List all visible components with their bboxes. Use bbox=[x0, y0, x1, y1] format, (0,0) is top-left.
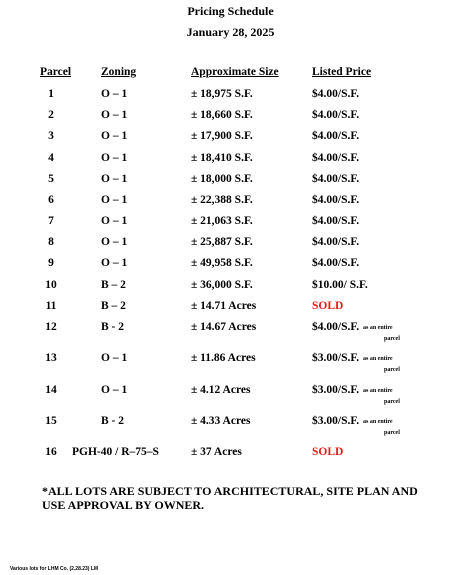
zoning-value: O – 1 bbox=[101, 352, 128, 364]
price-note: as an entire bbox=[363, 388, 393, 394]
size-value: ± 18,000 S.F. bbox=[191, 173, 253, 185]
price-note: as an entire bbox=[363, 356, 393, 362]
size-value: ± 36,000 S.F. bbox=[191, 279, 253, 291]
price-value: $4.00/S.F. bbox=[312, 257, 360, 269]
size-value: ± 4.12 Acres bbox=[191, 384, 251, 396]
parcel-number: 16 bbox=[45, 446, 57, 458]
price-note-continued: parcel bbox=[384, 399, 400, 405]
price-note-continued: parcel bbox=[384, 430, 400, 436]
price-note: as an entire bbox=[363, 419, 393, 425]
zoning-value: B - 2 bbox=[101, 415, 124, 427]
zoning-value: O – 1 bbox=[101, 384, 128, 396]
price-value: $4.00/S.F. bbox=[312, 236, 360, 248]
zoning-value: O – 1 bbox=[101, 236, 128, 248]
parcel-number: 1 bbox=[48, 88, 54, 100]
parcel-number: 4 bbox=[48, 152, 54, 164]
zoning-value: O – 1 bbox=[101, 130, 128, 142]
zoning-value: B – 2 bbox=[101, 300, 126, 312]
price-note-continued: parcel bbox=[384, 367, 400, 373]
zoning-value: O – 1 bbox=[101, 173, 128, 185]
document-reference: Various lots for LHM Co. (2.28.23) LM bbox=[10, 566, 99, 572]
zoning-value: O – 1 bbox=[101, 88, 128, 100]
document-date: January 28, 2025 bbox=[186, 25, 275, 39]
size-value: ± 4.33 Acres bbox=[191, 415, 251, 427]
price-value: $4.00/S.F. bbox=[312, 88, 360, 100]
size-value: ± 18,660 S.F. bbox=[191, 109, 253, 121]
parcel-number: 3 bbox=[48, 130, 54, 142]
price-value: $4.00/S.F. bbox=[312, 152, 360, 164]
price-value: $4.00/S.F. bbox=[312, 173, 360, 185]
header-size: Approximate Size bbox=[191, 66, 279, 78]
size-value: ± 22,388 S.F. bbox=[191, 194, 253, 206]
parcel-number: 2 bbox=[48, 109, 54, 121]
size-value: ± 21,063 S.F. bbox=[191, 215, 253, 227]
zoning-value: PGH-40 / R–75–S bbox=[72, 446, 159, 458]
header-price: Listed Price bbox=[312, 66, 372, 78]
parcel-number: 15 bbox=[45, 415, 57, 427]
price-note-continued: parcel bbox=[384, 336, 400, 342]
sold-status: SOLD bbox=[312, 300, 344, 312]
size-value: ± 14.67 Acres bbox=[191, 321, 257, 333]
document-title: Pricing Schedule bbox=[187, 4, 274, 18]
parcel-number: 12 bbox=[45, 321, 57, 333]
size-value: ± 18,410 S.F. bbox=[191, 152, 253, 164]
parcel-number: 11 bbox=[45, 300, 57, 312]
price-value: $10.00/ S.F. bbox=[312, 279, 368, 291]
size-value: ± 25,887 S.F. bbox=[191, 236, 253, 248]
zoning-value: O – 1 bbox=[101, 215, 128, 227]
price-value: $4.00/S.F. bbox=[312, 321, 360, 333]
sold-status: SOLD bbox=[312, 446, 344, 458]
size-value: ± 18,975 S.F. bbox=[191, 88, 253, 100]
parcel-number: 13 bbox=[45, 352, 57, 364]
header-zoning: Zoning bbox=[101, 66, 137, 78]
price-value: $4.00/S.F. bbox=[312, 109, 360, 121]
size-value: ± 11.86 Acres bbox=[191, 352, 256, 364]
price-value: $4.00/S.F. bbox=[312, 194, 360, 206]
zoning-value: O – 1 bbox=[101, 152, 128, 164]
price-value: $3.00/S.F. bbox=[312, 384, 360, 396]
zoning-value: O – 1 bbox=[101, 109, 128, 121]
price-value: $4.00/S.F. bbox=[312, 130, 360, 142]
parcel-number: 10 bbox=[45, 279, 57, 291]
header-parcel: Parcel bbox=[40, 66, 72, 78]
size-value: ± 14.71 Acres bbox=[191, 300, 257, 312]
parcel-number: 8 bbox=[48, 236, 54, 248]
parcel-number: 5 bbox=[48, 173, 54, 185]
zoning-value: B - 2 bbox=[101, 321, 124, 333]
parcel-number: 7 bbox=[48, 215, 54, 227]
price-value: $3.00/S.F. bbox=[312, 352, 360, 364]
size-value: ± 37 Acres bbox=[191, 446, 242, 458]
parcel-number: 6 bbox=[48, 194, 54, 206]
size-value: ± 17,900 S.F. bbox=[191, 130, 253, 142]
price-value: $3.00/S.F. bbox=[312, 415, 360, 427]
approval-footnote: *ALL LOTS ARE SUBJECT TO ARCHITECTURAL, SITE PLAN AND USE APPROVAL BY OWNER. bbox=[42, 484, 418, 512]
zoning-value: O – 1 bbox=[101, 194, 128, 206]
zoning-value: B – 2 bbox=[101, 279, 126, 291]
parcel-number: 9 bbox=[48, 257, 54, 269]
size-value: ± 49,958 S.F. bbox=[191, 257, 253, 269]
price-value: $4.00/S.F. bbox=[312, 215, 360, 227]
price-note: as an entire bbox=[363, 325, 393, 331]
zoning-value: O – 1 bbox=[101, 257, 128, 269]
parcel-number: 14 bbox=[45, 384, 57, 396]
